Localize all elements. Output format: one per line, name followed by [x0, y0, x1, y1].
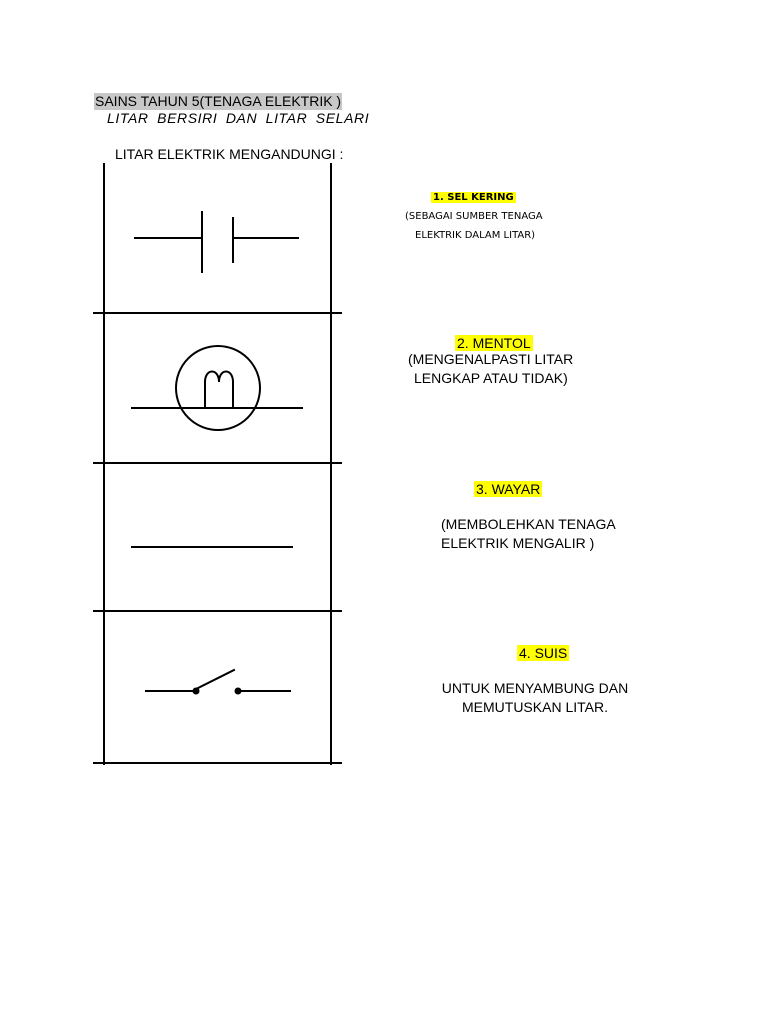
component-label-wire: 3. WAYAR: [476, 481, 541, 497]
bulb-symbol: [132, 346, 302, 430]
switch-contact-dot: [193, 688, 200, 695]
component-label-switch: 4. SUIS: [519, 645, 568, 661]
circuit-symbol-table: [90, 160, 345, 766]
component-label-bulb: 2. MENTOL: [457, 335, 531, 351]
page-title: SAINS TAHUN 5(TENAGA ELEKTRIK ): [95, 93, 342, 109]
page-subtitle: LITAR BERSIRI DAN LITAR SELARI: [107, 110, 370, 126]
component-desc-switch: UNTUK MENYAMBUNG DAN MEMUTUSKAN LITAR.: [441, 680, 629, 715]
intro-text: LITAR ELEKTRIK MENGANDUNGI :: [115, 146, 344, 162]
switch-symbol: [146, 670, 290, 691]
switch-contact-dot: [235, 688, 242, 695]
component-desc-dry-cell: (SEBAGAI SUMBER TENAGA ELEKTRIK DALAM LITAR): [405, 211, 543, 241]
component-desc-bulb: (MENGENALPASTI LITAR LENGKAP ATAU TIDAK): [408, 351, 574, 386]
component-label-dry-cell: 1. SEL KERING: [433, 192, 514, 203]
component-desc-wire: (MEMBOLEHKAN TENAGA ELEKTRIK MENGALIR ): [441, 516, 616, 551]
dry-cell-symbol: [135, 212, 298, 272]
